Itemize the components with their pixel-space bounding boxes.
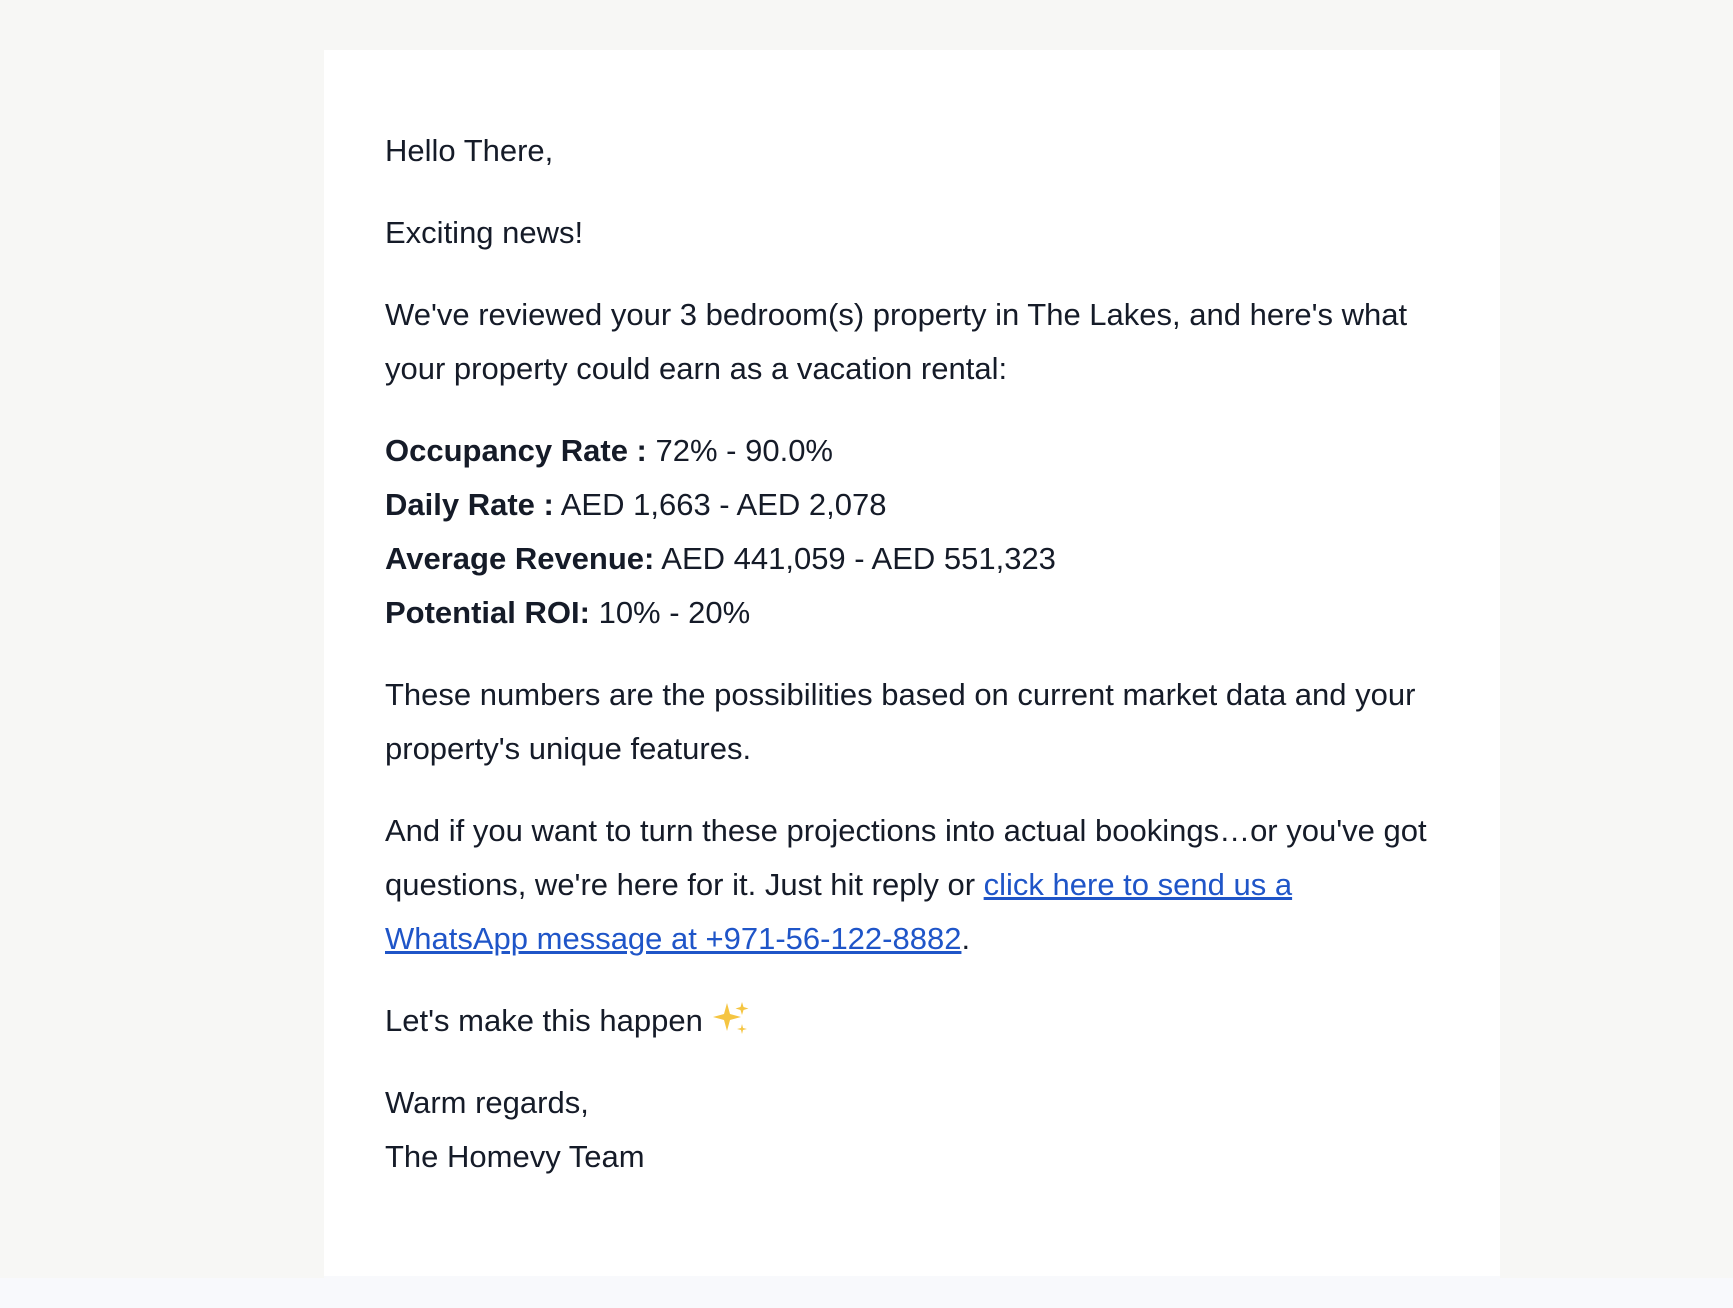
metrics-list (385, 424, 1439, 640)
closing-text: Let's make this happen (385, 1003, 703, 1038)
top-background (0, 0, 1733, 50)
cta-period: . (961, 921, 971, 956)
metric-label: Potential ROI: (385, 595, 590, 630)
signoff-regards: Warm regards, (385, 1085, 589, 1120)
metric-value: 10% - 20% (598, 595, 751, 630)
left-background (0, 50, 324, 1278)
metric-potential-roi (385, 586, 1439, 640)
sparkles-icon (711, 999, 751, 1039)
email-card (324, 50, 1500, 1276)
cta-paragraph (385, 804, 1439, 966)
metric-daily-rate (385, 478, 1439, 532)
metric-label: Daily Rate : (385, 487, 554, 522)
signoff (385, 1076, 1439, 1184)
closing-line (385, 994, 1439, 1048)
review-paragraph: We've reviewed your 3 bedroom(s) property in The Lakes, and here's what your property could earn as a vacation rental: (385, 297, 1408, 386)
email-body (385, 124, 1439, 1184)
greeting: Hello There, (385, 133, 554, 168)
metric-value: AED 441,059 - AED 551,323 (661, 541, 1056, 576)
metric-label: Occupancy Rate : (385, 433, 647, 468)
whatsapp-link[interactable]: click here to send us a WhatsApp message at +971-56-122-8882 (385, 867, 1293, 956)
metric-label: Average Revenue: (385, 541, 655, 576)
cta-text: And if you want to turn these projections into actual bookings…or you've got questions, we're here for it. Just hit reply or (385, 813, 1427, 902)
right-background (1500, 50, 1733, 1278)
signoff-team: The Homevy Team (385, 1139, 645, 1174)
metric-occupancy-rate (385, 424, 1439, 478)
disclaimer-paragraph: These numbers are the possibilities based on current market data and your property's unique features. (385, 677, 1416, 766)
metric-average-revenue (385, 532, 1439, 586)
metric-value: AED 1,663 - AED 2,078 (560, 487, 887, 522)
metric-value: 72% - 90.0% (655, 433, 833, 468)
intro-line: Exciting news! (385, 215, 584, 250)
